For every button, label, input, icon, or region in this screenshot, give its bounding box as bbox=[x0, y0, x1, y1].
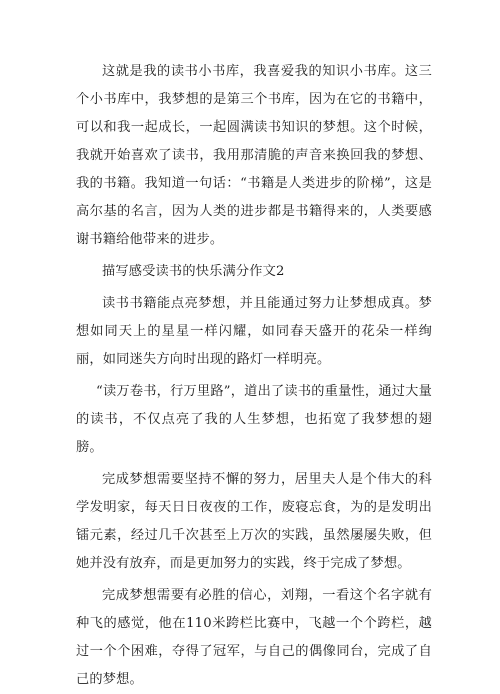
paragraph-dream-intro: 读书书籍能点亮梦想，并且能通过努力让梦想成真。梦想如同天上的星星一样闪耀，如同春天盛开的花朵一样绚丽，如同迷失方向时出现的路灯一样明亮。 bbox=[76, 296, 432, 367]
essay-title: 描写感受读书的快乐满分作文2 bbox=[102, 264, 285, 279]
paragraph-quote: “读万卷书，行万里路”，道出了读书的重量性，通过大量的读书，不仅点亮了我的人生梦想，也拓宽了我梦想的翅膀。 bbox=[76, 384, 432, 455]
document-body bbox=[76, 58, 432, 694]
paragraph-liuxiang: 完成梦想需要有必胜的信心，刘翔，一看这个名字就有种飞的感觉，他在110米跨栏比赛中，飞越一个个跨栏，越过一个个困难，夺得了冠军，与自己的偶像同台，完成了自己的梦想。 bbox=[76, 588, 432, 687]
paragraph-curie: 完成梦想需要坚持不懈的努力，居里夫人是个伟大的科学发明家，每天日日夜夜的工作，废寝忘食，为的是发明出镭元素，经过几千次甚至上万次的实践，虽然屡屡失败，但她并没有放弃，而是更加努力的实践，终于完成了梦想。 bbox=[76, 472, 432, 571]
paragraph-library: 这就是我的读书小书库，我喜爱我的知识小书库。这三个小书库中，我梦想的是第三个书库，因为在它的书籍中，可以和我一起成长，一起圆满读书知识的梦想。这个时候，我就开始喜欢了读书，我用那清脆的声音来换回我的梦想、我的书籍。我知道一句话：“书籍是人类进步的阶梯”，这是高尔基的名言，因为人类的进步都是书籍得来的，人类要感谢书籍给他带来的进步。 bbox=[76, 64, 432, 247]
